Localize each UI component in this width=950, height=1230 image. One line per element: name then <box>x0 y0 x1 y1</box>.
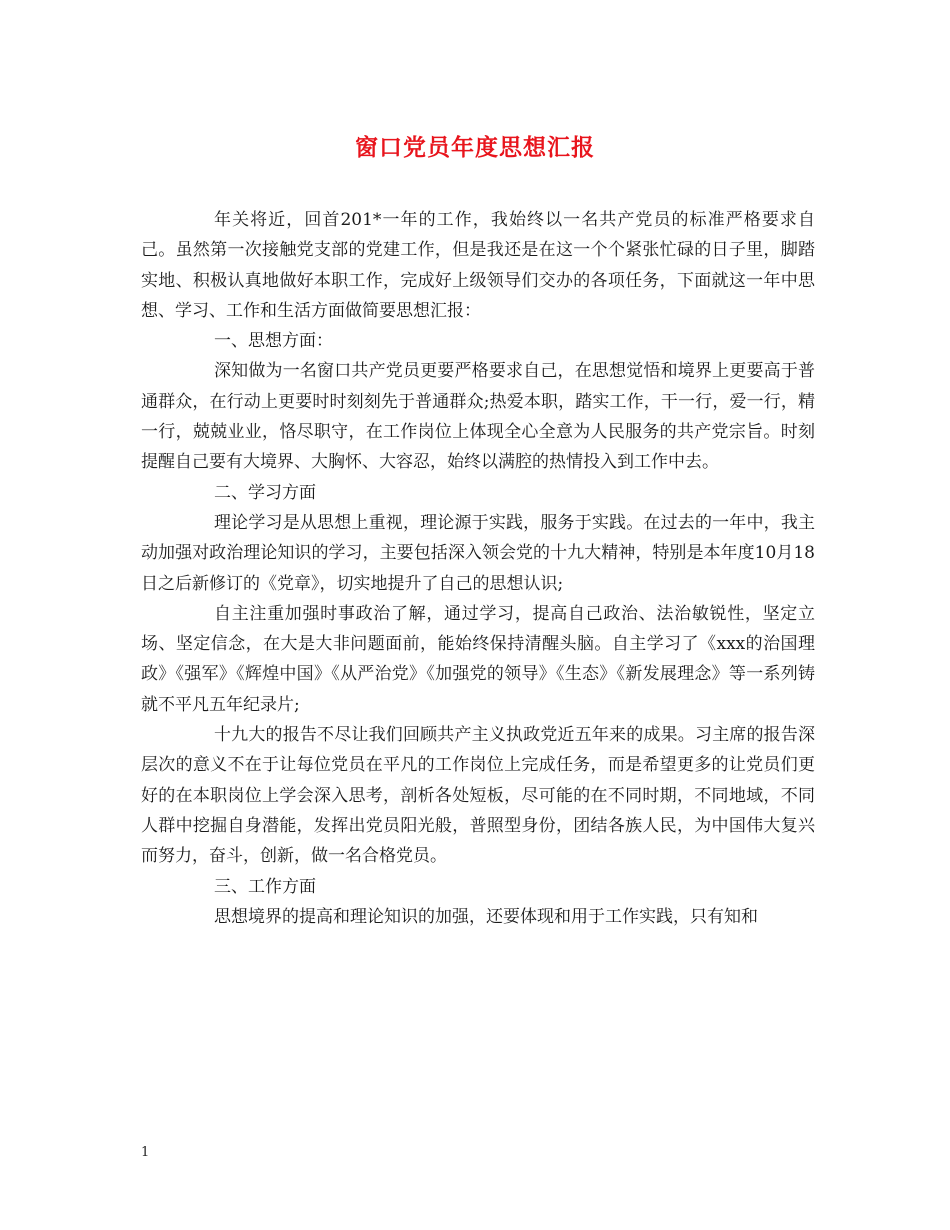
section-heading-work: 三、工作方面 <box>214 876 316 897</box>
section-heading-study: 二、学习方面 <box>214 482 316 503</box>
document-body <box>141 205 815 932</box>
paragraph-study-theory: 理论学习是从思想上重视，理论源于实践，服务于实践。在过去的一年中，我主动加强对政治理论知识的学习，主要包括深入领会党的十九大精神，特别是本年度10月18日之后新修订的《党章》，切实地提升了自己的思想认识; <box>141 512 815 594</box>
paragraph-thought: 深知做为一名窗口共产党员更要严格要求自己，在思想觉悟和境界上更要高于普通群众，在行动上更要时时刻刻先于普通群众;热爱本职，踏实工作，干一行，爱一行，精一行，兢兢业业，恪尽职守，在工作岗位上体现全心全意为人民服务的共产党宗旨。时刻提醒自己要有大境界、大胸怀、大容忍，始终以满腔的热情投入到工作中去。 <box>141 361 815 473</box>
page-number: 1 <box>141 1145 150 1160</box>
section-heading-thought: 一、思想方面： <box>214 331 333 352</box>
paragraph-study-report: 十九大的报告不尽让我们回顾共产主义执政党近五年来的成果。习主席的报告深层次的意义不在于让每位党员在平凡的工作岗位上完成任务，而是希望更多的让党员们更好的在本职岗位上学会深入思考，剖析各处短板，尽可能的在不同时期，不同地域，不同人群中挖掘自身潜能，发挥出党员阳光般，普照型身份，团结各族人民，为中国伟大复兴而努力，奋斗，创新，做一名合格党员。 <box>141 725 815 867</box>
document-title: 窗口党员年度思想汇报 <box>355 134 595 161</box>
paragraph-study-current-affairs: 自主注重加强时事政治了解，通过学习，提高自己政治、法治敏锐性，坚定立场、坚定信念，在大是大非问题面前，能始终保持清醒头脑。自主学习了《xxx的治国理政》《强军》《辉煌中国》《从严治党》《加强党的领导》《生态》《新发展理念》等一系列铸就不平凡五年纪录片; <box>141 603 815 715</box>
paragraph-work: 思想境界的提高和理论知识的加强，还要体现和用于工作实践，只有知和 <box>214 906 758 927</box>
paragraph-intro: 年关将近，回首201*一年的工作，我始终以一名共产党员的标准严格要求自己。虽然第一次接触党支部的党建工作，但是我还是在这一个个紧张忙碌的日子里，脚踏实地、积极认真地做好本职工作，完成好上级领导们交办的各项任务，下面就这一年中思想、学习、工作和生活方面做简要思想汇报： <box>141 210 815 321</box>
